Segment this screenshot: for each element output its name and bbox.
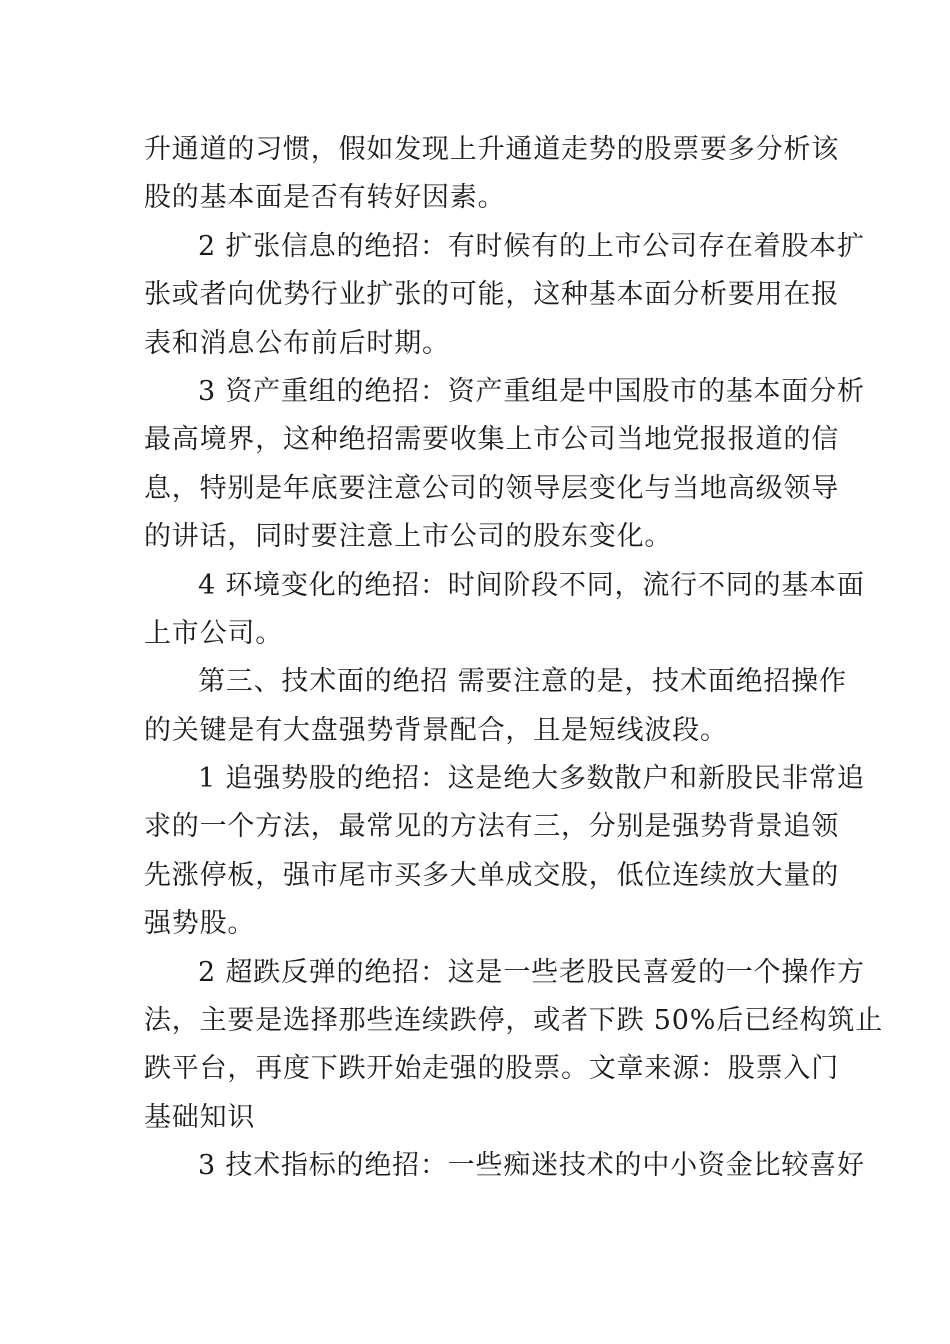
paragraph-start-line: 3 技术指标的绝招：一些痴迷技术的中小资金比较喜好 xyxy=(198,1150,865,1182)
text-line: 的讲话，同时要注意上市公司的股东变化。 xyxy=(144,521,673,553)
text-line: 求的一个方法，最常见的方法有三，分别是强势背景追领 xyxy=(144,811,839,843)
text-line: 法，主要是选择那些连续跌停，或者下跌 50%后已经构筑止 xyxy=(144,1005,883,1037)
section-heading-line: 第三、技术面的绝招 需要注意的是，技术面绝招操作 xyxy=(198,666,847,698)
text-line: 的关键是有大盘强势背景配合，且是短线波段。 xyxy=(144,714,728,746)
document-body xyxy=(144,126,883,1191)
text-line: 强势股。 xyxy=(144,908,256,940)
paragraph-start-line: 4 环境变化的绝招：时间阶段不同，流行不同的基本面 xyxy=(198,569,865,601)
text-line: 先涨停板，强市尾市买多大单成交股，低位连续放大量的 xyxy=(144,859,839,891)
paragraph-start-line: 3 资产重组的绝招：资产重组是中国股市的基本面分析 xyxy=(198,375,865,407)
text-line: 表和消息公布前后时期。 xyxy=(144,327,450,359)
text-line: 股的基本面是否有转好因素。 xyxy=(144,182,506,214)
text-line: 升通道的习惯，假如发现上升通道走势的股票要多分析该 xyxy=(144,134,839,165)
text-line: 张或者向优势行业扩张的可能，这种基本面分析要用在报 xyxy=(144,279,839,311)
text-line: 息，特别是年底要注意公司的领导层变化与当地高级领导 xyxy=(144,472,839,504)
paragraph-start-line: 2 超跌反弹的绝招：这是一些老股民喜爱的一个操作方 xyxy=(198,956,865,988)
text-line: 基础知识 xyxy=(144,1101,256,1133)
paragraph-start-line: 2 扩张信息的绝招：有时候有的上市公司存在着股本扩 xyxy=(198,230,865,262)
text-line: 跌平台，再度下跌开始走强的股票。文章来源：股票入门 xyxy=(144,1053,839,1085)
text-line: 上市公司。 xyxy=(144,617,283,649)
paragraph-start-line: 1 追强势股的绝招：这是绝大多数散户和新股民非常追 xyxy=(198,763,865,795)
text-line: 最高境界，这种绝招需要收集上市公司当地党报报道的信 xyxy=(144,424,839,456)
